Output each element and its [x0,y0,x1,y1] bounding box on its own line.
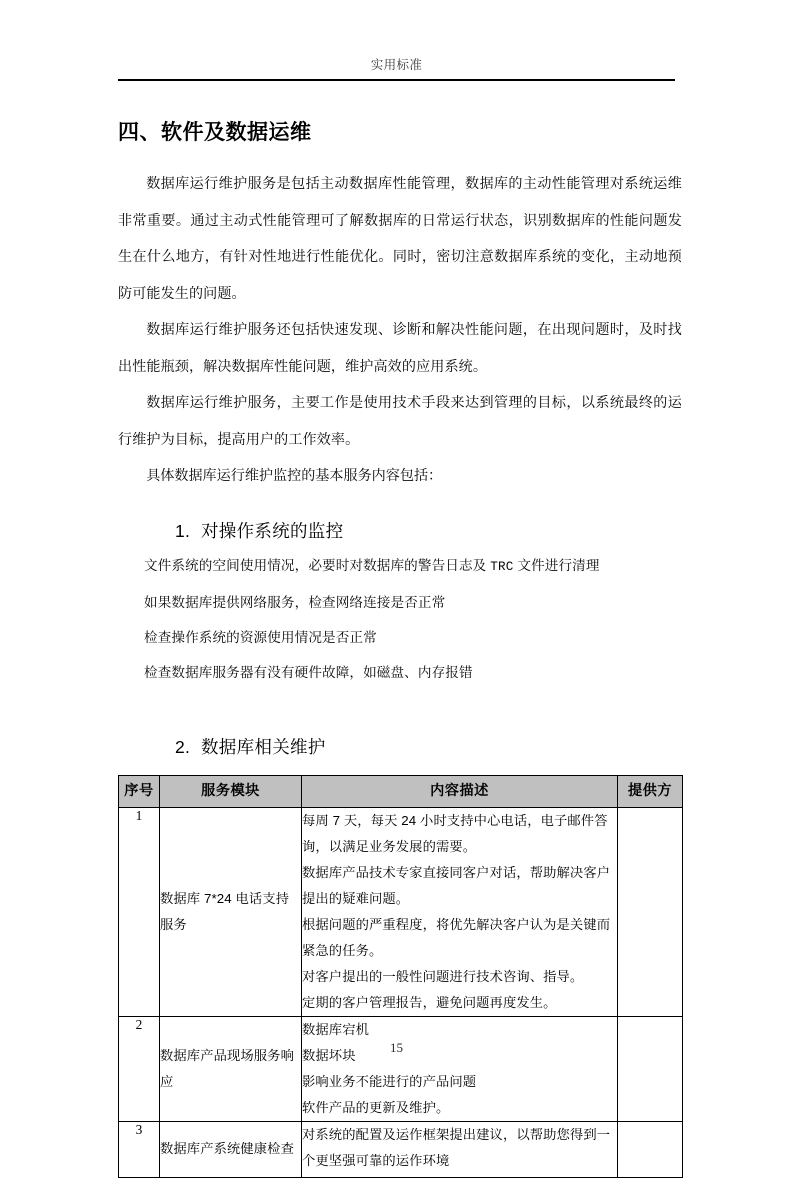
table-row [119,1121,683,1177]
description-line: 对系统的配置及运作框架提出建议，以帮助您得到一个更坚强可靠的运作环境 [302,1126,611,1168]
service-module-table [118,775,683,1178]
subsection-2-heading [118,730,682,764]
subsection-2-number: 2. [175,736,191,757]
subsection-1-heading [118,514,682,548]
header-divider [118,79,675,81]
list-item [118,655,682,690]
cell-module: 数据库产系统健康检查 [160,1121,302,1177]
spacer [118,690,682,730]
cell-no: 2 [119,1016,160,1121]
description-line: 根据问题的严重程度，将优先解决客户认为是关键而紧急的任务。 [302,916,611,958]
list-item [118,620,682,655]
subsection-2-title: 数据库相关维护 [201,736,326,757]
list-item [118,585,682,620]
description-line: 数据库产品技术专家直接同客户对话，帮助解决客户提出的疑难问题。 [302,864,611,906]
description-line: 影响业务不能进行的产品问题 [302,1073,477,1089]
cell-no: 3 [119,1121,160,1177]
page-number: 15 [390,1040,403,1055]
column-header-no: 序号 [119,775,160,807]
cell-description [302,807,618,1016]
column-header-description: 内容描述 [302,775,618,807]
cell-provider [618,1121,683,1177]
table-row [119,807,683,1016]
lead-in-text: 具体数据库运行维护监控的基本服务内容包括： [146,467,443,483]
monitoring-item-list [118,548,682,690]
description-line: 定期的客户管理报告，避免问题再度发生。 [302,994,557,1010]
description-line: 软件产品的更新及维护。 [302,1099,450,1115]
page-title: 四、软件及数据运维 [118,121,312,144]
list-item-text-prefix: 检查数据库服务器有没有硬件故障，如磁盘、内存报错 [144,664,473,680]
cell-provider [618,807,683,1016]
paragraph-3: 数据库运行维护服务，主要工作是使用技术手段来达到管理的目标，以系统最终的运行维护为目标，提高用户的工作效率。 [118,394,682,447]
cell-description [302,1121,618,1177]
running-header [118,57,675,73]
list-item-text-prefix: 检查操作系统的资源使用情况是否正常 [144,629,377,645]
column-header-provider: 提供方 [618,775,683,807]
cell-no: 1 [119,807,160,1016]
running-header-title: 实用标准 [370,58,423,72]
list-item-text-suffix: 文件进行清理 [513,557,600,573]
document-body [118,118,682,1178]
table-row [119,1016,683,1121]
paragraph-2: 数据库运行维护服务还包括快速发现、诊断和解决性能问题，在出现问题时，及时找出性能瓶颈，解决数据库性能问题，维护高效的应用系统。 [118,321,682,374]
table-header-row [119,775,683,807]
cell-module: 数据库 7*24 电话支持服务 [160,807,302,1016]
description-line: 数据坏块 [302,1047,356,1063]
description-line: 对客户提出的一般性问题进行技术咨询、指导。 [302,968,584,984]
description-line: 数据库宕机 [302,1021,369,1037]
table-header [119,775,683,807]
cell-module: 数据库产品现场服务响应 [160,1016,302,1121]
list-item-text-mono: TRC [490,559,514,574]
list-item-text-prefix: 文件系统的空间使用情况，必要时对数据库的警告日志及 [144,557,491,573]
cell-provider [618,1016,683,1121]
paragraph-1: 数据库运行维护服务是包括主动数据库性能管理，数据库的主动性能管理对系统运维非常重要。通过主动式性能管理可了解数据库的日常运行状态，识别数据库的性能问题发生在什么地方，有针对性地进行性能优化。同时，密切注意数据库系统的变化，主动地预防可能发生的问题。 [118,175,682,301]
subsection-1-number: 1. [175,520,191,541]
subsection-1-title: 对操作系统的监控 [201,520,344,541]
description-line: 每周 7 天，每天 24 小时支持中心电话，电子邮件答询，以满足业务发展的需要。 [302,812,608,854]
spacer [118,494,682,514]
column-header-module: 服务模块 [160,775,302,807]
list-item-text-prefix: 如果数据库提供网络服务，检查网络连接是否正常 [144,594,446,610]
cell-description [302,1016,618,1121]
list-item [118,548,682,585]
